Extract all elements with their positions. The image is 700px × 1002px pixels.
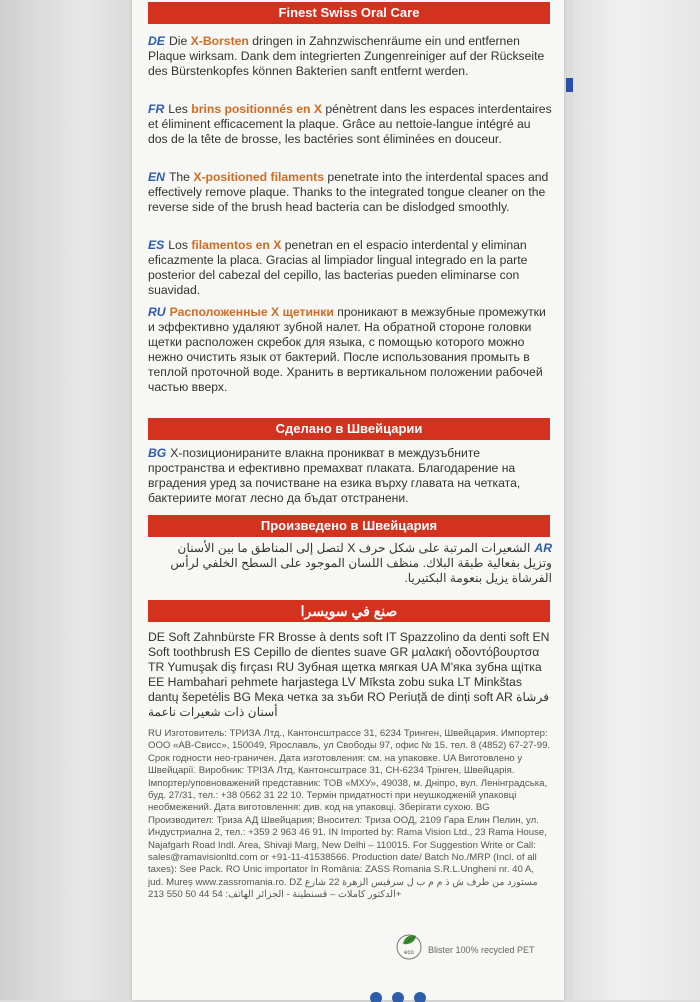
lang-code-fr: FR: [148, 102, 165, 116]
eco-badge-text: eco: [404, 950, 414, 956]
fine-print-importers: RU Изготовитель: ТРИЗА Лтд., Кантонсштрассе 31, 6234 Тринген, Швейцария. Импортер: ООО «АВ-Свисс», 150049, Ярославль, ул Свободы 97, офис № 15. тел. 8 (4852) 67-27-99. Срок годности нео-граничен. Дата изготовления: см. на упаковке. UA Виготовлено у Швейцарії. Виробник: ТРІЗА Лтд, Кантонсштрасе 31, CH-6234 Трінген, Швейцарія. Імпортер/уповноважений представник: ТОВ «МХУ», 49038, м. Дніпро, вул. Ленінградська, буд. 27/31, тел.: +38 0562 31 22 10. Термін придатності при неушкодженій упаковці необмежений. Дата виготовлення: див. код на упаковці. Зберігати сухою. BG Производител: Триза АД Швейцария; Вносител: Триза ООД, 2109 Гара Елин Пелин, ул. Индустриална 2, тел.: +359 2 963 46 91. IN Imported by: Rama Vision Ltd., 23 Rama House, Najafgarh Road Indl. Area, Shivaji Marg, New Delhi – 110015. For Suggestion Write or Call: sales@ramavisionltd.com or +91-11-41538566. Production date/ Batch No./MRP (Incl. of all taxes): See Pack. RO Unic importator în România: ZASS Romania S.R.L.Ungheni nr. 40 A, jud. Mureș www.zassromania.ro. DZ مستورد من طرف ش ذ م م ب ل سرفيس الزهرة 22 شارع الدكتور كاملات – قسنطينة - الجزائر الهاتف: 54 44 50 550 213+: [148, 728, 551, 901]
blue-print-mark: [566, 78, 573, 92]
package-label-panel: [132, 0, 564, 1000]
text-en: penetrate into the interdental spaces and effectively remove plaque. Thanks to the integrated tongue cleaner on the reverse side of the brush head bacteria can be dislodged smoothly.: [148, 170, 549, 214]
box-right-edge: [574, 0, 700, 1000]
box-left-edge: [0, 0, 118, 1000]
highlight-en: X-positioned filaments: [193, 170, 325, 184]
text-fr: pénètrent dans les espaces interdentaires et éliminent efficacement la plaque. Grâce au nettoie-langue intégré au dos de la tête de brosse, les bactéries sont éliminées en douceur.: [148, 102, 552, 146]
lang-code-ar: AR: [534, 541, 552, 555]
banner-finest-swiss: Finest Swiss Oral Care: [148, 2, 550, 24]
paragraph-fr: FR Les brins positionnés en X pénètrent dans les espaces interdentaires et éliminent efficacement la plaque. Grâce au nettoie-langue intégré au dos de la tête de brosse, les bactéries sont éliminées en douceur.: [148, 102, 552, 146]
paragraph-ru: [148, 305, 552, 395]
highlight-fr: brins positionnés en X: [191, 102, 322, 116]
lang-code-bg: BG: [148, 446, 167, 460]
paragraph-ar: [148, 541, 552, 586]
paragraph-en: EN The X-positioned filaments penetrate into the interdental spaces and effectively remove plaque. Thanks to the integrated tongue cleaner on the reverse side of the brush head bacteria can be dislodged smoothly.: [148, 170, 549, 214]
eco-leaf-icon: [394, 930, 424, 960]
text-bg: X-позиционираните влакна проникват в междузъбните пространства и ефективно премахват плаката. Благодарение на вградения уред за почистване на езика върху главата на четката, бактериите могат лесно да бъдат отстранени.: [148, 446, 521, 505]
text-es: penetran en el espacio interdental y eliminan eficazmente la placa. Gracias al limpiador lingual integrado en la parte posterior del cabezal del cepillo, las bacterias pueden eliminarse con suavidad.: [148, 238, 528, 297]
banner-made-in-ar: صنع في سويسرا: [148, 600, 550, 622]
highlight-de: X-Borsten: [190, 34, 249, 48]
text-ar: الشعيرات المرتبة على شكل حرف X لتصل إلى المناطق ما بين الأسنان وتزيل بفعالية طبقة البلاك. منظف اللسان الموجود على السطح الخلفي لرأس الفرشاة يزيل بنعومة البكتيريا.: [170, 541, 552, 585]
highlight-es: filamentos en X: [191, 238, 282, 252]
paragraph-bg: [148, 446, 552, 506]
paragraph-de: DE Die X-Borsten dringen in Zahnzwischenräume ein und entfernen Plaque wirksam. Dank dem integrierten Zungenreiniger auf der Rückseite des Bürstenkopfes können Bakterien sanft entfernt werden.: [148, 34, 545, 78]
text-de: dringen in Zahnzwischenräume ein und entfernen Plaque wirksam. Dank dem integrierten Zungenreiniger auf der Rückseite des Bürstenkopfes können Bakterien sanft entfernt werden.: [148, 34, 545, 78]
eco-label: Blister 100% recycled PET: [428, 945, 535, 955]
highlight-ru: Расположенные X щетинки: [169, 305, 334, 319]
paragraph-soft-toothbrush-multilang: DE Soft Zahnbürste FR Brosse à dents soft IT Spazzolino da denti soft EN Soft toothbrush ES Cepillo de dientes suave GR μαλακή οδοντόβουρτσα TR Yumuşak diş fırçası RU Зубная щетка мягкая UA М'яка зубна щітка EE Hambahari pehmete harjastega LV Mīksta zobu suka LT Minkštas dantų šepetėlis BG Мека четка за зъби RO Periuță de dinți soft AR فرشاة أسنان ذات شعيرات ناعمة: [148, 630, 550, 719]
lang-code-de: DE: [148, 34, 165, 48]
banner-made-in-ru: Сделано в Швейцарии: [148, 418, 550, 440]
text-ru: проникают в межзубные промежутки и эффективно удаляют зубной налет. На обратной стороне головки щетки расположен скребок для языка, с помощью которого можно нежно очистить язык от бактерий. После использования промыть в теплой проточной воде. Хранить в вертикальном положении рабочей частью вверх.: [148, 305, 546, 394]
lang-code-es: ES: [148, 238, 165, 252]
paragraph-es: ES Los filamentos en X penetran en el espacio interdental y eliminan eficazmente la placa. Gracias al limpiador lingual integrado en la parte posterior del cabezal del cepillo, las bacterias pueden eliminarse con suavidad.: [148, 238, 528, 297]
lang-code-ru: RU: [148, 305, 166, 319]
lang-code-en: EN: [148, 170, 165, 184]
banner-made-in-bg: Произведено в Швейцария: [148, 515, 550, 537]
